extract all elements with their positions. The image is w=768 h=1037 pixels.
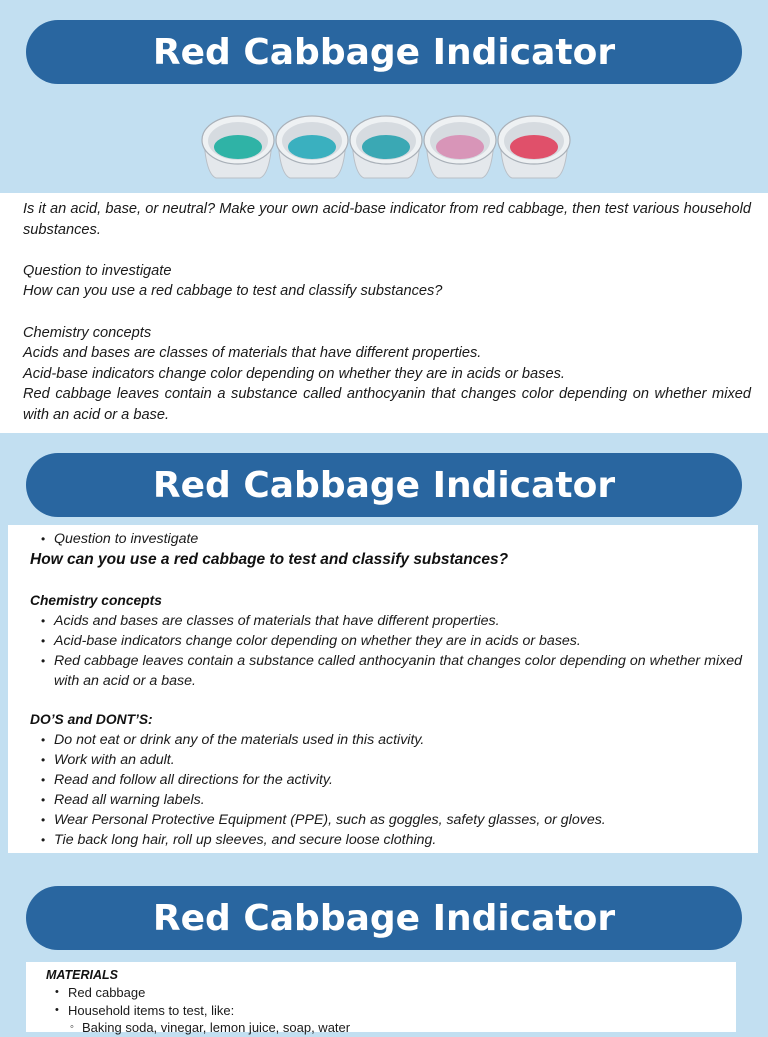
intro-question: How can you use a red cabbage to test and classify substances? (23, 283, 443, 300)
question-bullet: • Question to investigate (30, 529, 742, 549)
intro-concept: Acids and bases are classes of materials that have different properties. (23, 345, 482, 362)
dos-item: • Read all warning labels. (30, 790, 742, 810)
intro-concept: Acid-base indicators change color depending on whether they are in acids or bases. (23, 365, 565, 382)
indicator-cup (424, 116, 496, 178)
dos-item: • Work with an adult. (30, 750, 742, 770)
material-item: • Red cabbage (46, 984, 720, 1002)
indicator-cup (350, 116, 422, 178)
intro-question-head: Question to investigate (23, 262, 172, 279)
dos-item: • Read and follow all directions for the activity. (30, 770, 742, 790)
concept-item: • Acids and bases are classes of materials that have different properties. (30, 611, 742, 631)
dos-item: • Do not eat or drink any of the materials used in this activity. (30, 730, 742, 750)
dos-item: • Tie back long hair, roll up sleeves, and secure loose clothing. (30, 830, 742, 850)
concept-item: • Acid-base indicators change color depending on whether they are in acids or bases. (30, 631, 742, 651)
indicator-cup (202, 116, 274, 178)
concepts-heading: Chemistry concepts (30, 593, 162, 608)
dos-heading: DO’S and DONT’S: (30, 712, 153, 727)
slide-title: Red Cabbage Indicator (26, 20, 742, 84)
details-panel (8, 525, 758, 853)
indicator-cups-image (200, 110, 575, 186)
dos-item: • Wear Personal Protective Equipment (PPE), such as goggles, safety glasses, or gloves. (30, 810, 742, 830)
slide-title: Red Cabbage Indicator (26, 453, 742, 517)
intro-concepts-head: Chemistry concepts (23, 324, 152, 341)
intro-lead: Is it an acid, base, or neutral? Make your own acid-base indicator from red cabbage, then test various household substances. (23, 201, 751, 238)
material-item: • Household items to test, like: (46, 1002, 720, 1020)
indicator-cup (276, 116, 348, 178)
slide-title: Red Cabbage Indicator (26, 886, 742, 950)
intro-concept: Red cabbage leaves contain a substance called anthocyanin that changes color depending on whether mixed with an acid or a base. (23, 386, 751, 423)
materials-heading: MATERIALS (46, 968, 118, 982)
materials-panel (26, 962, 736, 1035)
material-subitem: ◦ Baking soda, vinegar, lemon juice, soap, water (46, 1019, 720, 1037)
concept-item: • Red cabbage leaves contain a substance called anthocyanin that changes color depending on whether mixed with an acid or a base. (30, 651, 742, 691)
question-text: How can you use a red cabbage to test and classify substances? (30, 551, 509, 568)
intro-panel (0, 193, 768, 433)
indicator-cup (498, 116, 570, 178)
